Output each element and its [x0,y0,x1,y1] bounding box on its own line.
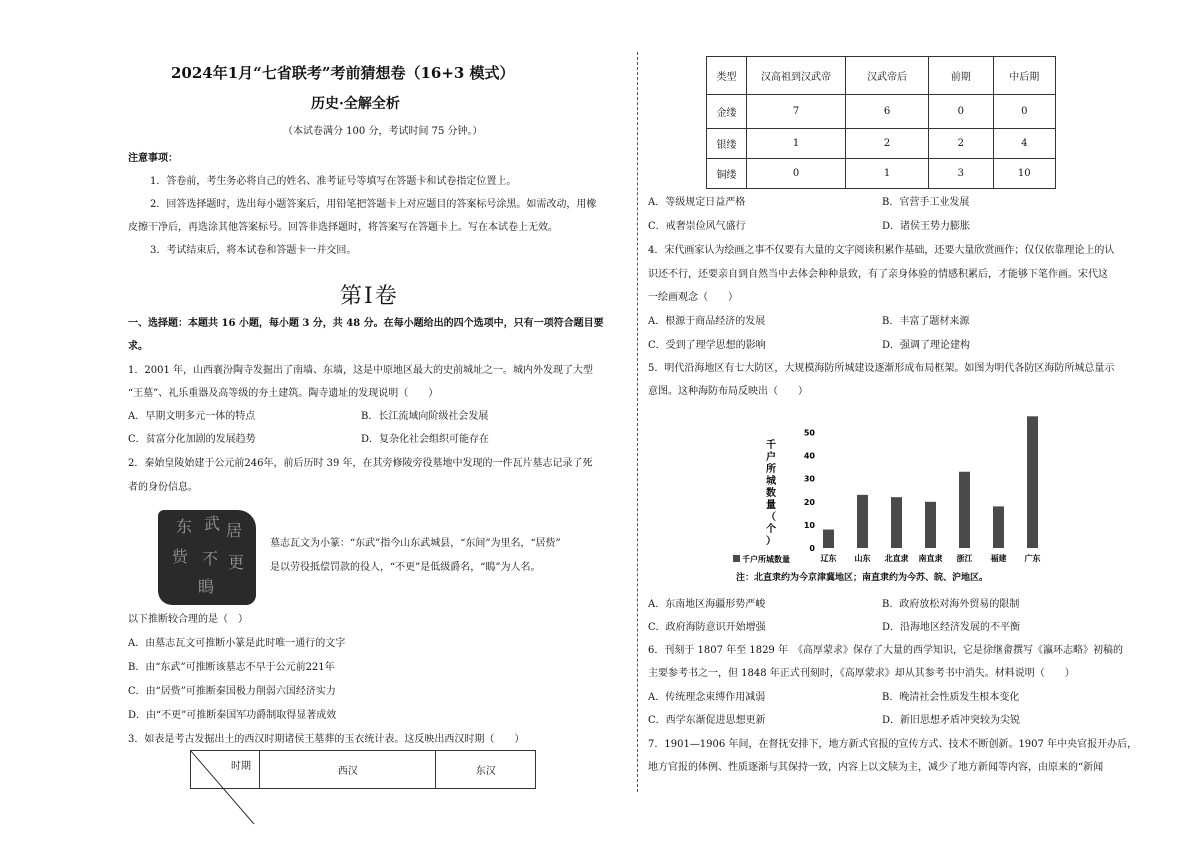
table-header-cell: 前期 [929,57,993,95]
q4-stem-c: 一绘画观念（ ） [648,292,738,303]
table-cell: 7 [746,95,845,129]
jade-table [706,56,1056,189]
chart-y-axis-label [766,438,777,547]
table-cell: 3 [929,159,993,189]
tile-char: 赀 [172,547,189,566]
tile-char: 瞗 [198,577,215,596]
q2-option-c: C．由“居赀”可推断秦国极力削弱六国经济实力 [128,686,336,697]
table-header-east-han: 东汉 [436,751,536,789]
q5-stem-b: 意图。这种海防布局反映出（ ） [648,386,808,397]
q3-option-c: C．戒奢崇俭风气盛行 [648,221,746,232]
q2-option-a: A．由墓志瓦文可推断小篆是此时唯一通行的文字 [128,638,346,649]
table-cell: 4 [993,129,1055,159]
chart-bar [857,495,868,548]
q2-question: 以下推断较合理的是（ ） [128,614,248,625]
exam-subtitle: 历史·全解全析 [311,96,400,112]
chart-y-tick-label: 30 [803,474,815,484]
chart-y-tick-label: 40 [803,451,815,461]
q4-stem-a: 4．宋代画家认为绘画之事不仅要有大量的文字阅读积累作基础，还要大量欣赏画作；仅仅依靠理论上的认 [648,245,1115,256]
q3-option-a: A．等级规定日益严格 [648,197,746,208]
q7-stem-a: 7．1901—1906 年间，在督抚安排下，地方新式官报的宣传方式、技术不断创新。1907 年中央官报开办后， [648,739,1138,750]
tile-rubbing-image [158,510,256,605]
q1-option-d: D．复杂化社会组织可能存在 [361,434,490,445]
table-cell: 1 [846,159,929,189]
volume-heading: 第Ⅰ卷 [340,284,399,309]
table-cell: 2 [929,129,993,159]
q6-option-b: B．晚清社会性质发生根本变化 [882,692,1020,703]
table-cell: 铜缕 [707,159,747,189]
tile-char: 不 [202,549,219,568]
q1-option-a: A．早期文明多元一体的特点 [128,411,256,422]
tile-note-2: 是以劳役抵偿罚款的役人，“不更”是低级爵名，“瞗”为人名。 [270,562,541,573]
chart-y-axis-label-char: 户 [766,452,776,463]
chart-category-label: 福建 [990,554,1007,563]
q1-stem-a: 1．2001 年，山西襄汾陶寺发掘出了南墙、东墙，这是中原地区最大的史前城址之一。城内外发现了大型 [128,365,593,376]
notice-2b: 皮擦干净后，再选涂其他答案标号。回答非选择题时，将答案写在答题卡上。写在本试卷上无效。 [128,222,558,233]
q3-option-b: B．官营手工业发展 [882,197,970,208]
chart-bar [925,502,936,548]
score-note: （本试卷满分 100 分，考试时间 75 分钟。） [283,126,483,137]
table-cell: 2 [846,129,929,159]
table-cell: 0 [746,159,845,189]
q2-option-d: D．由“不更”可推断秦国军功爵制取得显著成效 [128,710,337,721]
chart-bar [891,497,902,548]
table-row [707,159,1056,189]
chart-bar [1027,416,1038,548]
section-heading-b: 求。 [128,341,148,352]
table-header-cell: 汉武帝后 [846,57,929,95]
chart-y-axis-label-char: 千 [766,440,776,451]
chart-y-axis-label-char: （ [766,512,776,523]
q1-stem-b: “王墓”、礼乐重器及高等级的夯土建筑。陶寺遗址的发现说明（ ） [128,388,439,399]
column-divider [637,52,638,792]
chart-bar [959,472,970,548]
q1-option-c: C．贫富分化加剧的发展趋势 [128,434,256,445]
notice-title: 注意事项： [128,153,178,164]
table-cell: 6 [846,95,929,129]
q4-option-d: D．强调了理论建构 [882,340,971,351]
exam-title: 2024年1月“七省联考”考前猜想卷（16+3 模式） [171,64,515,82]
table-header-cell: 类型 [707,57,747,95]
chart-category-label: 南直隶 [918,554,943,563]
chart-y-ticks [804,428,816,553]
tile-char: 武 [204,514,221,533]
table-cell: 0 [929,95,993,129]
q6-option-d: D．新旧思想矛盾冲突较为尖锐 [882,715,1021,726]
table-header-cell: 汉高祖到汉武帝 [746,57,845,95]
table-header-west-han: 西汉 [260,751,436,789]
chart-legend-swatch [733,555,740,562]
q4-option-a: A．根源于商品经济的发展 [648,316,766,327]
q3-stem: 3．如表是考古发掘出土的西汉时期诸侯王墓葬的玉衣统计表。这反映出西汉时期（ ） [128,734,525,745]
q4-stem-b: 识还不行，还要亲自到自然当中去体会种种景致，有了亲身体验的情感积累后，才能够下笔作画。宋代这 [648,269,1108,280]
chart-category-label: 浙江 [956,554,973,563]
q2-stem-a: 2．秦始皇陵始建于公元前246年，前后历时 39 年，在其旁修陵旁役墓地中发现的一件瓦片墓志记录了死 [128,458,593,469]
q6-option-c: C．西学东渐促进思想更新 [648,715,766,726]
chart-bar [993,506,1004,548]
table-cell: 0 [993,95,1055,129]
chart-category-label: 山东 [854,554,871,563]
table-cell: 1 [746,129,845,159]
table-header-cell: 中后期 [993,57,1055,95]
chart-y-tick-label: 50 [803,428,815,438]
q4-option-b: B．丰富了题材来源 [882,316,970,327]
notice-3: 3．考试结束后，将本试卷和答题卡一并交回。 [150,245,357,256]
q1-option-b: B．长江流域向阶级社会发展 [361,411,489,422]
table-cell: 金缕 [707,95,747,129]
chart-footnote: 注：北直隶约为今京津冀地区；南直隶约为今苏、皖、沪地区。 [736,573,989,583]
section-heading-a: 一、选择题：本题共 16 小题，每小题 3 分，共 48 分。在每小题给出的四个选项中，只有一项符合题目要 [128,318,604,329]
notice-1: 1．答卷前，考生务必将自己的姓名、准考证号等填写在答题卡和试卷指定位置上。 [150,176,517,187]
q3-option-d: D．诸侯王势力膨胀 [882,221,971,232]
q5-option-b: B．政府放松对海外贸易的限制 [882,599,1020,610]
table-cell: 银缕 [707,129,747,159]
table-header-row [707,57,1056,95]
chart-category-labels [821,553,1041,563]
q5-option-a: A．东南地区海疆形势严峻 [648,599,766,610]
chart-y-tick-label: 0 [809,544,815,553]
chart-bars [823,416,1038,548]
chart-category-label: 北直隶 [884,554,909,563]
chart-y-axis-label-char: 城 [766,476,776,487]
chart-y-axis-label-char: 所 [766,464,776,475]
chart-legend-label: 千户所城数量 [742,555,790,564]
q4-option-c: C．受到了理学思想的影响 [648,340,766,351]
table-row [707,129,1056,159]
q2-option-b: B．由“东武”可推断该墓志不早于公元前221年 [128,662,335,673]
chart-y-axis-label-char: ） [766,536,776,547]
chart-category-label: 广东 [1024,554,1041,563]
table-diagonal-line [190,750,260,826]
notice-2a: 2．回答选择题时，选出每小题答案后，用铅笔把答题卡上对应题目的答案标号涂黑。如需改动，用橡 [150,199,597,210]
chart-y-axis-label-char: 量 [766,500,776,511]
q6-stem-a: 6．刊刻于 1807 年至 1829 年 《高厚蒙求》保存了大量的西学知识，它是徐继畬撰写《瀛环志略》初稿的 [648,645,1123,656]
chart-y-tick-label: 10 [803,520,815,530]
q7-stem-b: 地方官报的体例、性质逐渐与其保持一致，内容上以文牍为主，减少了地方新闻等内容，由原来的“新闻 [648,762,1104,773]
q6-stem-b: 主要参考书之一，但 1848 年正式刊刻时，《高厚蒙求》却从其参考书中消失。材料说明（ ） [648,668,1075,679]
tile-note-1: 墓志瓦文为小篆：“东武”指今山东武城县，“东间”为里名，“居赀” [270,538,561,549]
chart-y-axis-label-char: 个 [766,524,776,535]
table-corner-time: 时期 [191,751,260,789]
q5-stem-a: 5．明代沿海地区有七大防区，大规模海防所城建设逐渐形成布局框架。如图为明代各防区海防所城总量示 [648,363,1115,374]
chart-y-axis-label-char: 数 [766,488,776,499]
tile-char: 更 [228,553,245,572]
chart-bar [823,530,834,548]
q5-option-c: C．政府海防意识开始增强 [648,622,766,633]
tile-char: 东 [176,517,193,536]
chart-y-tick-label: 20 [803,497,815,507]
q2-stem-b: 者的身份信息。 [128,482,198,493]
table-row [707,95,1056,129]
q6-option-a: A．传统理念束缚作用减弱 [648,692,766,703]
chart-category-label: 辽东 [820,554,837,563]
coastal-fort-bar-chart [727,410,1077,590]
table-cell: 10 [993,159,1055,189]
q5-option-d: D．沿海地区经济发展的不平衡 [882,622,1021,633]
tile-char: 居 [226,521,243,540]
